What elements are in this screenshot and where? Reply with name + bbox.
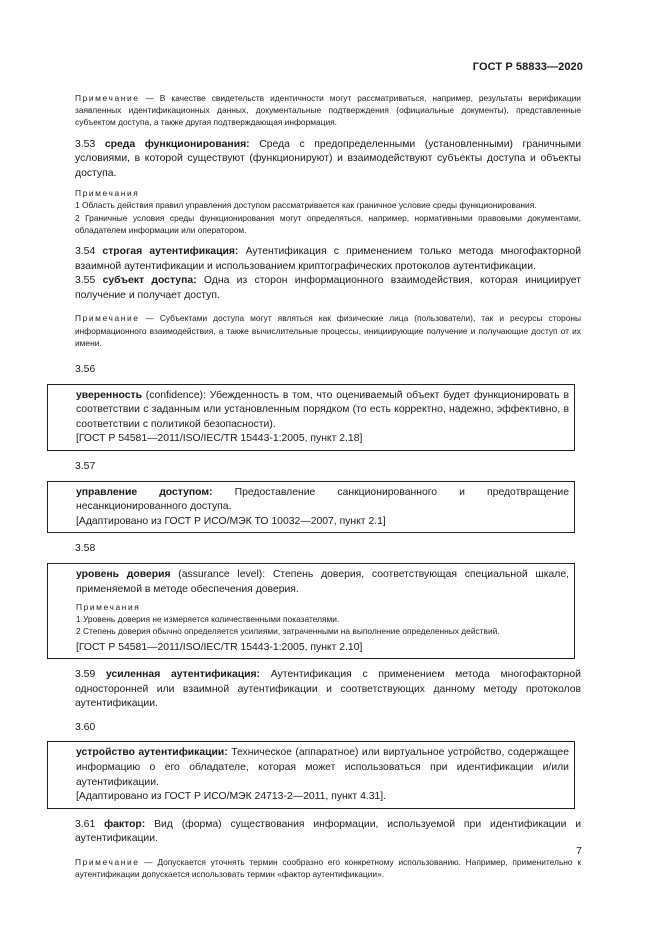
note-2: 2 Граничные условия среды функционирования могут определяться, например, нормативными правовыми документами, обладателем информации или оператором. xyxy=(75,212,581,235)
definition-text: Степень доверия, соответствующая специальной шкале, применяемой в методе обеспечения доверия. xyxy=(76,568,569,595)
notes-label: Примечания xyxy=(76,602,141,613)
definition-text: Одна из сторон информационного взаимодействия, которая инициирует получение и получает доступ. xyxy=(75,275,581,301)
note-text: — В качестве свидетельств идентичности могут рассматриваться, например, результаты верификации заявленных идентификационных данных, документальные подтверждения (официальные документы), представленные субъектом доступа, а также другая подтверждающая информация. xyxy=(75,93,581,128)
clause-number-3-58: 3.58 xyxy=(75,543,96,555)
clause-number: 3.54 xyxy=(75,246,96,257)
term-english: (confidence): xyxy=(141,389,206,401)
definition-text: Аутентификация с применением только метода многофакторной взаимной аутентификации и использованием криптографических протоколов аутентификации. xyxy=(75,246,581,272)
definition-3-53 xyxy=(75,138,581,182)
clause-number-3-56: 3.56 xyxy=(75,363,96,375)
definition-3-61 xyxy=(75,818,581,847)
term: среда функционирования: xyxy=(104,138,250,150)
clause-number-3-57: 3.57 xyxy=(75,460,96,472)
definition-box-3-57 xyxy=(47,481,575,534)
clause-number-3-60: 3.60 xyxy=(75,721,96,733)
note-1: 1 Область действия правил управления доступом рассматривается как граничное условие среды функционирования. xyxy=(75,200,537,211)
source-reference: [Адаптировано из ГОСТ Р ИСО/МЭК 24713-2—2011, пункт 4.31]. xyxy=(76,791,387,803)
definition-3-54 xyxy=(75,245,581,274)
term: фактор: xyxy=(104,818,146,830)
source-reference: [ГОСТ Р 54581—2011/ISO/IEC/TR 15443-1:2005, пункт 2.18] xyxy=(76,433,363,445)
definition-3-56 xyxy=(54,389,569,433)
source-reference: [Адаптировано из ГОСТ Р ИСО/МЭК ТО 10032—2007, пункт 2.1] xyxy=(76,515,386,527)
definition-text: Предоставление санкционированного и предотвращение несанкционированного доступа. xyxy=(76,486,569,513)
definition-text: Техническое (аппаратное) или виртуальное устройство, содержащее информацию о его обладателе, которая может использоваться при идентификации и/или аутентификации. xyxy=(76,747,569,788)
clause-number: 3.53 xyxy=(75,138,96,150)
note-label: Примечание xyxy=(75,857,140,868)
standard-header: ГОСТ Р 58833—2020 xyxy=(472,61,583,73)
definition-3-59 xyxy=(75,668,581,712)
definition-3-58 xyxy=(54,568,569,597)
term: уверенность xyxy=(76,389,142,401)
note-1: 1 Уровень доверия не измеряется количественными показателями. xyxy=(76,614,340,625)
term: усиленная аутентификация: xyxy=(105,669,261,681)
definition-box-3-58 xyxy=(47,563,575,659)
term: уровень доверия xyxy=(76,568,171,580)
clause-number: 3.55 xyxy=(75,275,96,287)
term-english: (assurance level): xyxy=(170,568,266,580)
term: управление доступом: xyxy=(76,486,213,498)
clause-number: 3.61 xyxy=(75,818,96,830)
definition-3-57 xyxy=(54,486,569,515)
term: строгая аутентификация: xyxy=(102,246,239,257)
clause-number: 3.59 xyxy=(75,669,96,681)
term: устройство аутентификации: xyxy=(76,747,228,759)
notes-label: Примечания xyxy=(75,188,140,199)
term: субъект доступа: xyxy=(102,275,197,287)
page-content xyxy=(75,92,581,880)
note-text: — Допускается уточнять термин сообразно его конкретному использованию. Например, применительно к аутентификации допускается использовать термин «фактор аутентификации». xyxy=(75,857,581,880)
note-3-55 xyxy=(75,312,581,349)
note-label: Примечание xyxy=(75,93,140,103)
definition-box-3-60 xyxy=(47,741,575,808)
definition-box-3-56 xyxy=(47,384,575,451)
note-3-52 xyxy=(75,92,581,129)
note-3-61 xyxy=(75,856,581,880)
definition-text: Убежденность в том, что оцениваемый объект будет функционировать в соответствии с заданным или установленным порядком (то есть корректно, надежно, эффективно, в соответствии с политикой безопасности). xyxy=(76,389,570,430)
definition-3-55 xyxy=(75,274,581,303)
definition-text: Среда с предопределенными (установленными) граничными условиями, в которой существуют (функционируют) и взаимодействуют субъекты доступа и объекты доступа. xyxy=(75,138,581,179)
source-reference: [ГОСТ Р 54581—2011/ISO/IEC/TR 15443-1:2005, пункт 2.10] xyxy=(76,641,363,653)
note-2: 2 Степень доверия обычно определяется усилиями, затраченными на выполнение определенных действий. xyxy=(76,626,500,637)
definition-3-60 xyxy=(54,746,569,790)
definition-text: Вид (форма) существования информации, используемой при идентификации и аутентификации. xyxy=(75,818,581,845)
definition-text: Аутентификация с применением метода многофакторной односторонней или взаимной аутентификации и соответствующих данному методу протоколов аутентификации. xyxy=(75,669,581,710)
note-text: — Субъектами доступа могут являться как физические лица (пользователи), так и ресурсы стороны информационного взаимодействия, а также вычислительные процессы, инициирующие получение и получающие доступ от их имени. xyxy=(75,313,581,348)
note-label: Примечание xyxy=(75,313,140,324)
page-number: 7 xyxy=(576,845,582,857)
